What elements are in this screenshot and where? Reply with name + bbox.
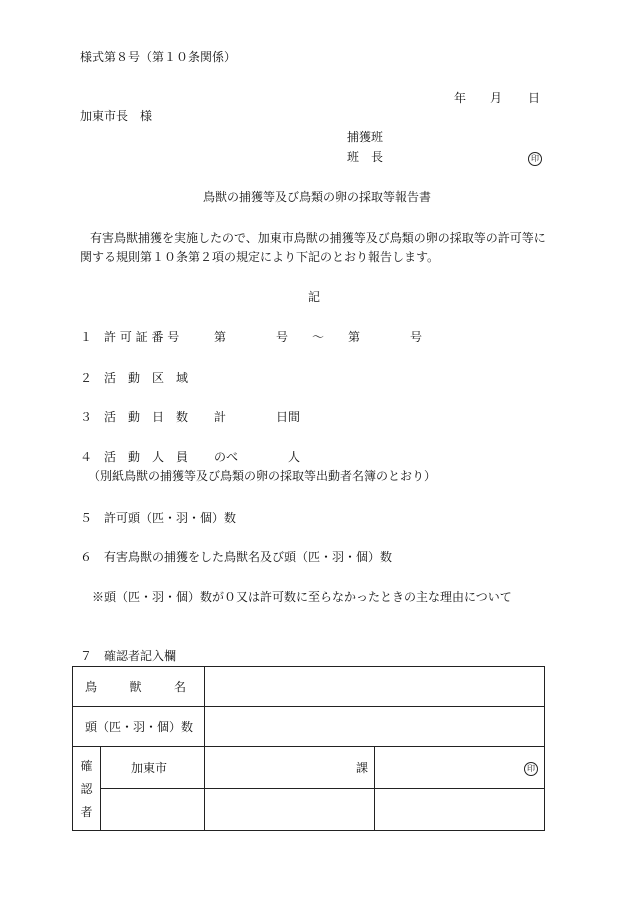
confirmer-char-3: 者: [80, 805, 93, 819]
species-label-char-2: 獣: [129, 680, 142, 694]
species-name-label-cell: [73, 667, 205, 707]
item-6-number: ６: [80, 550, 93, 564]
table-row-confirmer-2: [73, 789, 545, 831]
ki-heading: 記: [308, 290, 321, 304]
item-2-label: 活 動 区 域: [104, 371, 189, 385]
table-row-species: [73, 667, 545, 707]
addressee: 加東市長 様: [80, 109, 153, 123]
blank-cell-1[interactable]: [101, 789, 205, 831]
city-label: 加東市: [131, 761, 168, 775]
item-3-total-label: 計: [214, 410, 227, 424]
item-7-label: 確認者記入欄: [104, 649, 177, 663]
section-label: 課: [355, 761, 368, 775]
intro-line-2: 関する規則第１０条第２項の規定により下記のとおり報告します。: [80, 250, 440, 264]
item-3-days-label: 日間: [276, 410, 301, 424]
capture-team-label: 捕獲班: [347, 130, 384, 144]
confirmer-label-cell: [73, 747, 101, 831]
date-month-label: 月: [490, 91, 503, 105]
intro-line-1: 有害鳥獣捕獲を実施したので、加東市鳥獣の捕獲等及び鳥類の卵の採取等の許可等に: [90, 231, 546, 245]
species-label-char-1: 鳥: [85, 680, 98, 694]
item-2-number: ２: [80, 371, 93, 385]
item-2: [80, 371, 188, 385]
item-4: [80, 450, 300, 464]
count-label-cell: [73, 707, 205, 747]
item-7: [80, 649, 176, 663]
item-1: [80, 330, 422, 344]
item-1-go-end: 号: [410, 330, 423, 344]
item-6-label: 有害鳥獣の捕獲をした鳥獣名及び頭（匹・羽・個）数: [104, 550, 393, 564]
item-3-number: ３: [80, 410, 93, 424]
item-1-label: 許 可 証 番 号: [104, 330, 180, 344]
table-row-count: [73, 707, 545, 747]
item-4-nobe-label: のべ: [214, 450, 239, 464]
confirmer-char-2: 認: [80, 782, 93, 796]
item-1-go-start: 号: [276, 330, 289, 344]
document-title: 鳥獣の捕獲等及び鳥類の卵の採取等報告書: [203, 190, 432, 204]
seal-mark: [528, 150, 542, 166]
item-6: [80, 550, 392, 564]
item-5: [80, 511, 236, 525]
blank-cell-3[interactable]: [375, 789, 545, 831]
city-cell: [101, 747, 205, 789]
seal-icon: 印: [528, 152, 542, 166]
confirmer-char-1: 確: [80, 759, 93, 773]
item-1-tilde: ～: [312, 330, 325, 344]
count-value-cell[interactable]: [205, 707, 545, 747]
team-leader-label: 班 長: [347, 150, 384, 164]
item-3-label: 活 動 日 数: [104, 410, 189, 424]
remark-note: ※頭（匹・羽・個）数が０又は許可数に至らなかったときの主な理由について: [92, 590, 512, 604]
species-label-char-3: 名: [173, 680, 186, 694]
item-5-label: 許可頭（匹・羽・個）数: [104, 511, 237, 525]
item-4-label: 活 動 人 員: [104, 450, 189, 464]
confirmer-name-cell[interactable]: [375, 747, 545, 789]
confirmation-table: [72, 666, 545, 831]
form-number: 様式第８号（第１０条関係）: [80, 50, 237, 64]
date-day-label: 日: [528, 91, 541, 105]
item-1-dai-start: 第: [214, 330, 227, 344]
count-label: 頭（匹・羽・個）数: [85, 720, 194, 734]
item-4-note: （別紙鳥獣の捕獲等及び鳥類の卵の採取等出動者名簿のとおり）: [88, 469, 437, 483]
table-row-confirmer-1: [73, 747, 545, 789]
item-1-number: １: [80, 330, 93, 344]
species-name-value-cell[interactable]: [205, 667, 545, 707]
item-1-dai-end: 第: [348, 330, 361, 344]
item-3: [80, 410, 300, 424]
blank-cell-2[interactable]: [205, 789, 375, 831]
seal-icon: 印: [524, 762, 538, 776]
item-5-number: ５: [80, 511, 93, 525]
section-cell[interactable]: [205, 747, 375, 789]
item-4-person-unit: 人: [288, 450, 301, 464]
date-year-label: 年: [454, 91, 467, 105]
item-7-number: ７: [80, 649, 93, 663]
item-4-number: ４: [80, 450, 93, 464]
